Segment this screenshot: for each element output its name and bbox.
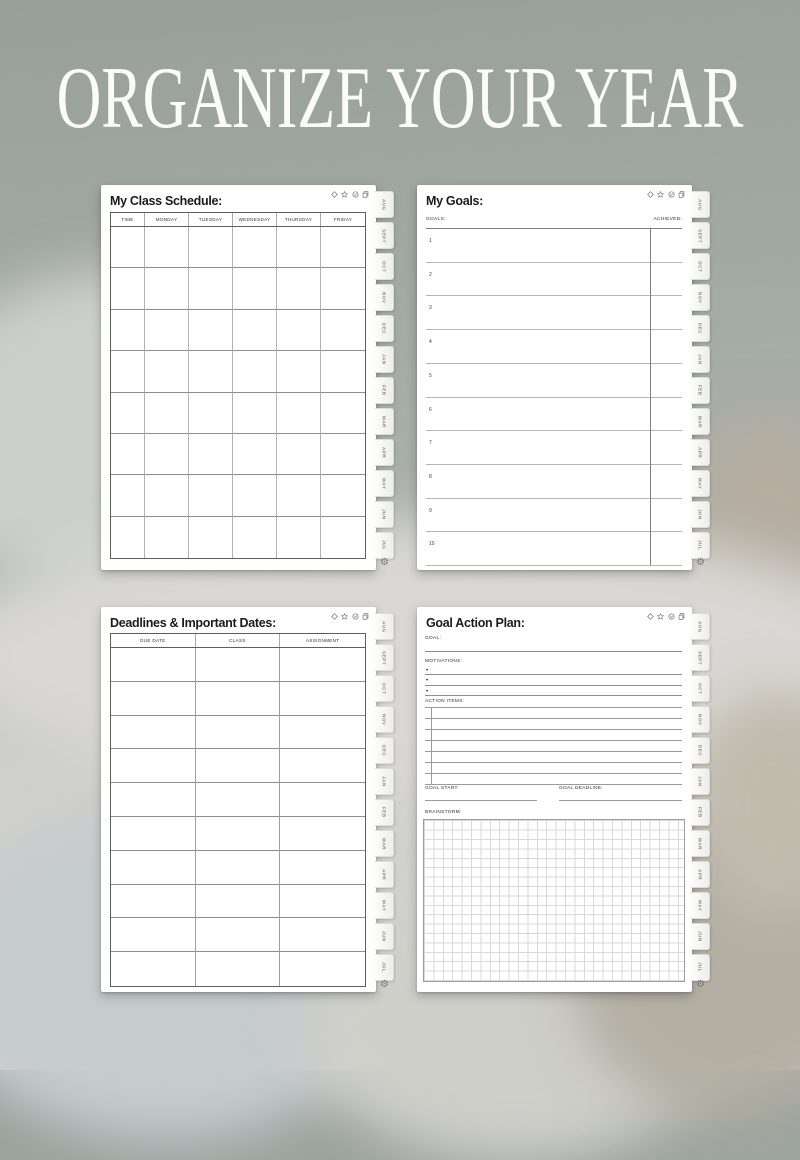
- month-tab-label: JAN: [381, 354, 387, 365]
- month-tab-label: FEB: [697, 385, 703, 396]
- deadlines-body: [111, 648, 365, 986]
- copy-icon[interactable]: [678, 613, 685, 620]
- month-tab-apr[interactable]: [375, 861, 394, 888]
- star-icon[interactable]: [341, 613, 348, 620]
- deadline-cell[interactable]: [111, 648, 196, 682]
- month-tab-jan[interactable]: [375, 768, 394, 795]
- schedule-cell[interactable]: [233, 268, 277, 309]
- month-tab-label: NOV: [697, 713, 703, 726]
- schedule-cell[interactable]: [145, 393, 189, 434]
- goal-row[interactable]: [426, 364, 682, 398]
- deadline-cell[interactable]: [280, 749, 365, 783]
- month-tab-label: SEPT: [697, 228, 703, 243]
- schedule-cell[interactable]: [277, 393, 321, 434]
- page-toolbar: [331, 613, 370, 620]
- goal-row-number: 2: [429, 271, 432, 278]
- schedule-cell[interactable]: [321, 268, 365, 309]
- star-icon[interactable]: [657, 191, 664, 198]
- month-tab-label: SEPT: [697, 650, 703, 665]
- month-tab-label: MAR: [381, 837, 387, 850]
- month-tab-oct[interactable]: [691, 253, 710, 280]
- month-tab-label: JUL: [697, 540, 703, 551]
- month-tab-feb[interactable]: [691, 377, 710, 404]
- action-items-list: [425, 707, 682, 785]
- gear-icon[interactable]: ⚙: [696, 557, 705, 568]
- deadline-cell[interactable]: [111, 749, 196, 783]
- deadline-cell[interactable]: [280, 817, 365, 851]
- planner-page-goals: [417, 185, 705, 570]
- month-tab-mar[interactable]: [691, 830, 710, 857]
- deadline-cell[interactable]: [280, 952, 365, 986]
- column-header-due-date: DUE DATE: [111, 634, 196, 647]
- month-tab-may[interactable]: [691, 470, 710, 497]
- goal-row[interactable]: [426, 499, 682, 533]
- month-tab-sept[interactable]: [691, 644, 710, 671]
- planner-page-action-plan: [417, 607, 705, 992]
- star-icon[interactable]: [657, 613, 664, 620]
- month-tab-aug[interactable]: [691, 613, 710, 640]
- goal-row-number: 1: [429, 238, 432, 244]
- month-tab-label: MAY: [381, 477, 387, 490]
- month-tab-oct[interactable]: [375, 253, 394, 280]
- gear-icon[interactable]: ⚙: [696, 979, 705, 990]
- month-tab-jun[interactable]: [375, 923, 394, 950]
- month-tab-jun[interactable]: [691, 501, 710, 528]
- goals-header-row: [426, 217, 682, 222]
- goals-column-header: GOALS:: [426, 217, 446, 222]
- gear-icon[interactable]: ⚙: [380, 979, 389, 990]
- schedule-cell[interactable]: [145, 517, 189, 558]
- goal-row-number: 3: [429, 305, 432, 312]
- schedule-cell[interactable]: [111, 434, 145, 475]
- column-header-tuesday: TUESDAY: [189, 213, 233, 226]
- check-circle-icon[interactable]: [352, 191, 359, 198]
- deadline-cell[interactable]: [111, 952, 196, 986]
- goal-row[interactable]: [426, 465, 682, 499]
- month-tab-strip: [691, 613, 710, 988]
- planner-page-class-schedule: [101, 185, 389, 570]
- month-tab-label: NOV: [381, 713, 387, 726]
- schedule-cell[interactable]: [111, 517, 145, 558]
- month-tab-apr[interactable]: [691, 861, 710, 888]
- column-header-assignment: ASSIGNMENT: [305, 638, 340, 643]
- deadline-cell[interactable]: [280, 918, 365, 952]
- month-tab-label: JUN: [697, 931, 703, 942]
- month-tab-label: FEB: [381, 807, 387, 818]
- deadline-cell[interactable]: [196, 682, 281, 716]
- deadline-cell[interactable]: [111, 783, 196, 817]
- month-tab-mar[interactable]: [691, 408, 710, 435]
- schedule-cell[interactable]: [189, 268, 233, 309]
- deadline-cell[interactable]: [111, 682, 196, 716]
- month-tab-feb[interactable]: [375, 799, 394, 826]
- schedule-cell[interactable]: [277, 351, 321, 392]
- schedule-cell[interactable]: [321, 517, 365, 558]
- month-tab-label: APR: [381, 868, 387, 881]
- month-tab-label: MAR: [697, 837, 703, 850]
- page-title: My Goals:: [426, 194, 484, 208]
- month-tab-label: OCT: [381, 683, 387, 695]
- month-tab-label: FEB: [381, 385, 387, 396]
- month-tab-dec[interactable]: [375, 315, 394, 342]
- month-tab-aug[interactable]: [375, 613, 394, 640]
- month-tab-label: AUG: [381, 620, 387, 633]
- deadline-cell[interactable]: [280, 716, 365, 750]
- check-circle-icon[interactable]: [352, 613, 359, 620]
- month-tab-nov[interactable]: [375, 706, 394, 733]
- schedule-cell[interactable]: [189, 393, 233, 434]
- achieved-column-header: ACHIEVED:: [653, 217, 682, 222]
- goal-deadline-label: GOAL DEADLINE:: [559, 786, 604, 791]
- schedule-cell[interactable]: [145, 268, 189, 309]
- motivation-input-line[interactable]: [425, 675, 682, 685]
- schedule-cell[interactable]: [233, 227, 277, 268]
- schedule-cell[interactable]: [277, 517, 321, 558]
- star-icon[interactable]: [341, 191, 348, 198]
- month-tab-label: JAN: [697, 776, 703, 787]
- month-tab-apr[interactable]: [375, 439, 394, 466]
- month-tab-label: JAN: [697, 354, 703, 365]
- goal-row[interactable]: [426, 532, 682, 566]
- achieved-column-divider: [650, 228, 651, 565]
- column-header-time: TIME: [111, 213, 145, 226]
- schedule-cell[interactable]: [277, 310, 321, 351]
- month-tab-aug[interactable]: [691, 191, 710, 218]
- goal-input-line[interactable]: [425, 643, 682, 652]
- month-tab-jan[interactable]: [691, 768, 710, 795]
- goal-row-number: 9: [429, 507, 432, 514]
- schedule-cell[interactable]: [189, 227, 233, 268]
- month-tab-label: DEC: [381, 323, 387, 335]
- deadlines-header-row: [111, 634, 365, 648]
- schedule-cell[interactable]: [233, 517, 277, 558]
- month-tab-label: JUL: [381, 540, 387, 551]
- month-tab-feb[interactable]: [375, 377, 394, 404]
- planner-page-deadlines: [101, 607, 389, 992]
- schedule-header-row: [111, 213, 365, 227]
- goal-deadline-input-line[interactable]: [559, 792, 682, 801]
- action-item-input-line[interactable]: [425, 730, 682, 741]
- goal-row-number: 6: [429, 406, 432, 413]
- deadline-cell[interactable]: [196, 952, 281, 986]
- month-tab-label: MAR: [381, 415, 387, 428]
- deadline-cell[interactable]: [111, 885, 196, 919]
- month-tab-label: APR: [697, 446, 703, 459]
- home-icon[interactable]: [331, 191, 338, 198]
- month-tab-label: OCT: [697, 261, 703, 273]
- home-icon[interactable]: [647, 613, 654, 620]
- month-tab-label: FEB: [697, 807, 703, 818]
- goal-row[interactable]: [426, 431, 682, 465]
- schedule-cell[interactable]: [277, 475, 321, 516]
- month-tab-feb[interactable]: [691, 799, 710, 826]
- deadline-cell[interactable]: [280, 851, 365, 885]
- month-tab-sept[interactable]: [375, 222, 394, 249]
- column-header-thursday: THURSDAY: [277, 213, 321, 226]
- page-title: My Class Schedule:: [110, 194, 223, 208]
- goal-row[interactable]: [426, 263, 682, 297]
- schedule-cell[interactable]: [111, 475, 145, 516]
- month-tab-label: AUG: [697, 198, 703, 211]
- month-tab-dec[interactable]: [691, 315, 710, 342]
- schedule-cell[interactable]: [111, 310, 145, 351]
- column-header-friday: FRIDAY: [333, 217, 353, 222]
- schedule-cell[interactable]: [111, 351, 145, 392]
- schedule-cell[interactable]: [321, 310, 365, 351]
- month-tab-label: DEC: [697, 745, 703, 757]
- month-tab-jul[interactable]: [691, 954, 710, 981]
- month-tab-label: OCT: [381, 261, 387, 273]
- check-circle-icon[interactable]: [668, 613, 675, 620]
- month-tab-aug[interactable]: [375, 191, 394, 218]
- month-tab-jan[interactable]: [691, 346, 710, 373]
- motivations-label: MOTIVATIONS:: [425, 659, 463, 664]
- month-tab-may[interactable]: [375, 892, 394, 919]
- schedule-cell[interactable]: [111, 268, 145, 309]
- copy-icon[interactable]: [362, 613, 369, 620]
- class-schedule-table: [110, 212, 366, 559]
- goal-row[interactable]: [426, 398, 682, 432]
- page-toolbar: [331, 191, 370, 198]
- schedule-cell[interactable]: [321, 434, 365, 475]
- month-tab-label: JUN: [697, 509, 703, 520]
- goal-row-number: 8: [429, 473, 432, 480]
- goal-label: GOAL:: [425, 636, 442, 641]
- deadline-cell[interactable]: [280, 682, 365, 716]
- month-tab-dec[interactable]: [375, 737, 394, 764]
- deadline-cell[interactable]: [111, 817, 196, 851]
- goal-start-label: GOAL START:: [425, 786, 459, 791]
- deadline-cell[interactable]: [280, 648, 365, 682]
- schedule-cell[interactable]: [145, 351, 189, 392]
- schedule-cell[interactable]: [145, 434, 189, 475]
- page-toolbar: [647, 613, 686, 620]
- column-header-monday: MONDAY: [145, 213, 189, 226]
- month-tab-jan[interactable]: [375, 346, 394, 373]
- deadline-cell[interactable]: [280, 885, 365, 919]
- month-tab-label: MAY: [697, 899, 703, 912]
- schedule-cell[interactable]: [321, 393, 365, 434]
- page-title: Deadlines & Important Dates:: [110, 616, 276, 630]
- deadline-cell[interactable]: [196, 885, 281, 919]
- month-tab-may[interactable]: [691, 892, 710, 919]
- month-tab-jun[interactable]: [691, 923, 710, 950]
- deadline-cell[interactable]: [196, 817, 281, 851]
- action-item-input-line[interactable]: [425, 708, 682, 719]
- goal-row[interactable]: [426, 330, 682, 364]
- copy-icon[interactable]: [362, 191, 369, 198]
- month-tab-label: JUL: [381, 962, 387, 973]
- page-title: Goal Action Plan:: [426, 616, 525, 630]
- brainstorm-grid-area[interactable]: [423, 819, 685, 982]
- deadline-cell[interactable]: [111, 851, 196, 885]
- month-tab-label: APR: [697, 868, 703, 881]
- month-tab-mar[interactable]: [375, 830, 394, 857]
- month-tab-label: JAN: [381, 776, 387, 787]
- column-header-class: CLASS: [196, 634, 281, 647]
- month-tab-jun[interactable]: [375, 501, 394, 528]
- month-tab-label: JUL: [697, 962, 703, 973]
- schedule-cell[interactable]: [233, 434, 277, 475]
- schedule-cell[interactable]: [233, 351, 277, 392]
- schedule-cell[interactable]: [321, 227, 365, 268]
- month-tab-label: APR: [381, 446, 387, 459]
- month-tab-jul[interactable]: [375, 532, 394, 559]
- schedule-cell[interactable]: [189, 517, 233, 558]
- month-tab-label: JUN: [381, 931, 387, 942]
- check-circle-icon[interactable]: [668, 191, 675, 198]
- home-icon[interactable]: [647, 191, 654, 198]
- schedule-cell[interactable]: [189, 434, 233, 475]
- schedule-cell[interactable]: [189, 351, 233, 392]
- goal-row-number: 7: [429, 440, 432, 447]
- action-item-input-line[interactable]: [425, 741, 682, 752]
- bullet-icon: •: [426, 688, 429, 695]
- month-tab-nov[interactable]: [375, 284, 394, 311]
- month-tab-label: NOV: [697, 291, 703, 304]
- month-tab-oct[interactable]: [691, 675, 710, 702]
- deadline-cell[interactable]: [196, 851, 281, 885]
- bullet-icon: •: [426, 678, 429, 685]
- home-icon[interactable]: [331, 613, 338, 620]
- action-item-input-line[interactable]: [425, 752, 682, 763]
- month-tab-dec[interactable]: [691, 737, 710, 764]
- month-tab-strip: [375, 191, 394, 566]
- month-tab-oct[interactable]: [375, 675, 394, 702]
- schedule-cell[interactable]: [145, 475, 189, 516]
- action-item-input-line[interactable]: [425, 763, 682, 774]
- schedule-body: [111, 227, 365, 558]
- month-tab-label: MAY: [381, 899, 387, 912]
- bullet-icon: •: [426, 668, 429, 674]
- month-tab-label: OCT: [697, 683, 703, 695]
- month-tab-mar[interactable]: [375, 408, 394, 435]
- schedule-cell[interactable]: [233, 310, 277, 351]
- goal-row-number: 4: [429, 339, 432, 346]
- deadline-cell[interactable]: [111, 918, 196, 952]
- month-tab-strip: [375, 613, 394, 988]
- month-tab-label: MAR: [697, 415, 703, 428]
- deadline-cell[interactable]: [280, 783, 365, 817]
- schedule-cell[interactable]: [189, 475, 233, 516]
- month-tab-jul[interactable]: [691, 532, 710, 559]
- goals-list: [426, 228, 682, 566]
- copy-icon[interactable]: [678, 191, 685, 198]
- action-items-label: ACTION ITEMS:: [425, 699, 465, 704]
- month-tab-label: NOV: [381, 291, 387, 304]
- goal-row[interactable]: [426, 229, 682, 263]
- schedule-cell[interactable]: [233, 475, 277, 516]
- deadline-cell[interactable]: [196, 783, 281, 817]
- column-header-wednesday: WEDNESDAY: [233, 213, 277, 226]
- month-tab-apr[interactable]: [691, 439, 710, 466]
- month-tab-label: DEC: [381, 745, 387, 757]
- schedule-cell[interactable]: [277, 434, 321, 475]
- month-tab-jul[interactable]: [375, 954, 394, 981]
- goal-row[interactable]: [426, 296, 682, 330]
- month-tab-label: SEPT: [381, 650, 387, 665]
- page-toolbar: [647, 191, 686, 198]
- deadline-cell[interactable]: [196, 918, 281, 952]
- month-tab-label: MAY: [697, 477, 703, 490]
- schedule-cell[interactable]: [111, 393, 145, 434]
- schedule-cell[interactable]: [321, 351, 365, 392]
- month-tab-sept[interactable]: [691, 222, 710, 249]
- schedule-cell[interactable]: [145, 227, 189, 268]
- goal-start-input-line[interactable]: [425, 792, 537, 801]
- schedule-cell[interactable]: [111, 227, 145, 268]
- poster-title: ORGANIZE YOUR YEAR: [56, 48, 744, 147]
- schedule-cell[interactable]: [189, 310, 233, 351]
- month-tab-sept[interactable]: [375, 644, 394, 671]
- month-tab-may[interactable]: [375, 470, 394, 497]
- motivation-input-line[interactable]: [425, 686, 682, 696]
- month-tab-label: SEPT: [381, 228, 387, 243]
- month-tab-label: AUG: [381, 198, 387, 211]
- deadlines-table: [110, 633, 366, 987]
- deadline-cell[interactable]: [196, 749, 281, 783]
- deadline-cell[interactable]: [196, 716, 281, 750]
- motivations-list: [425, 665, 682, 696]
- deadline-cell[interactable]: [111, 716, 196, 750]
- month-tab-strip: [691, 191, 710, 566]
- schedule-cell[interactable]: [277, 227, 321, 268]
- schedule-cell[interactable]: [145, 310, 189, 351]
- schedule-cell[interactable]: [321, 475, 365, 516]
- action-item-input-line[interactable]: [425, 774, 682, 785]
- month-tab-label: DEC: [697, 323, 703, 335]
- month-tab-nov[interactable]: [691, 284, 710, 311]
- goal-row-number: 5: [429, 372, 432, 379]
- goal-row-number: 10: [429, 541, 435, 548]
- schedule-cell[interactable]: [277, 268, 321, 309]
- brainstorm-label: BRAINSTORM:: [425, 810, 462, 815]
- deadline-cell[interactable]: [196, 648, 281, 682]
- month-tab-label: JUN: [381, 509, 387, 520]
- month-tab-nov[interactable]: [691, 706, 710, 733]
- action-item-input-line[interactable]: [425, 719, 682, 730]
- motivation-input-line[interactable]: [425, 665, 682, 675]
- schedule-cell[interactable]: [233, 393, 277, 434]
- month-tab-label: AUG: [697, 620, 703, 633]
- gear-icon[interactable]: ⚙: [380, 557, 389, 568]
